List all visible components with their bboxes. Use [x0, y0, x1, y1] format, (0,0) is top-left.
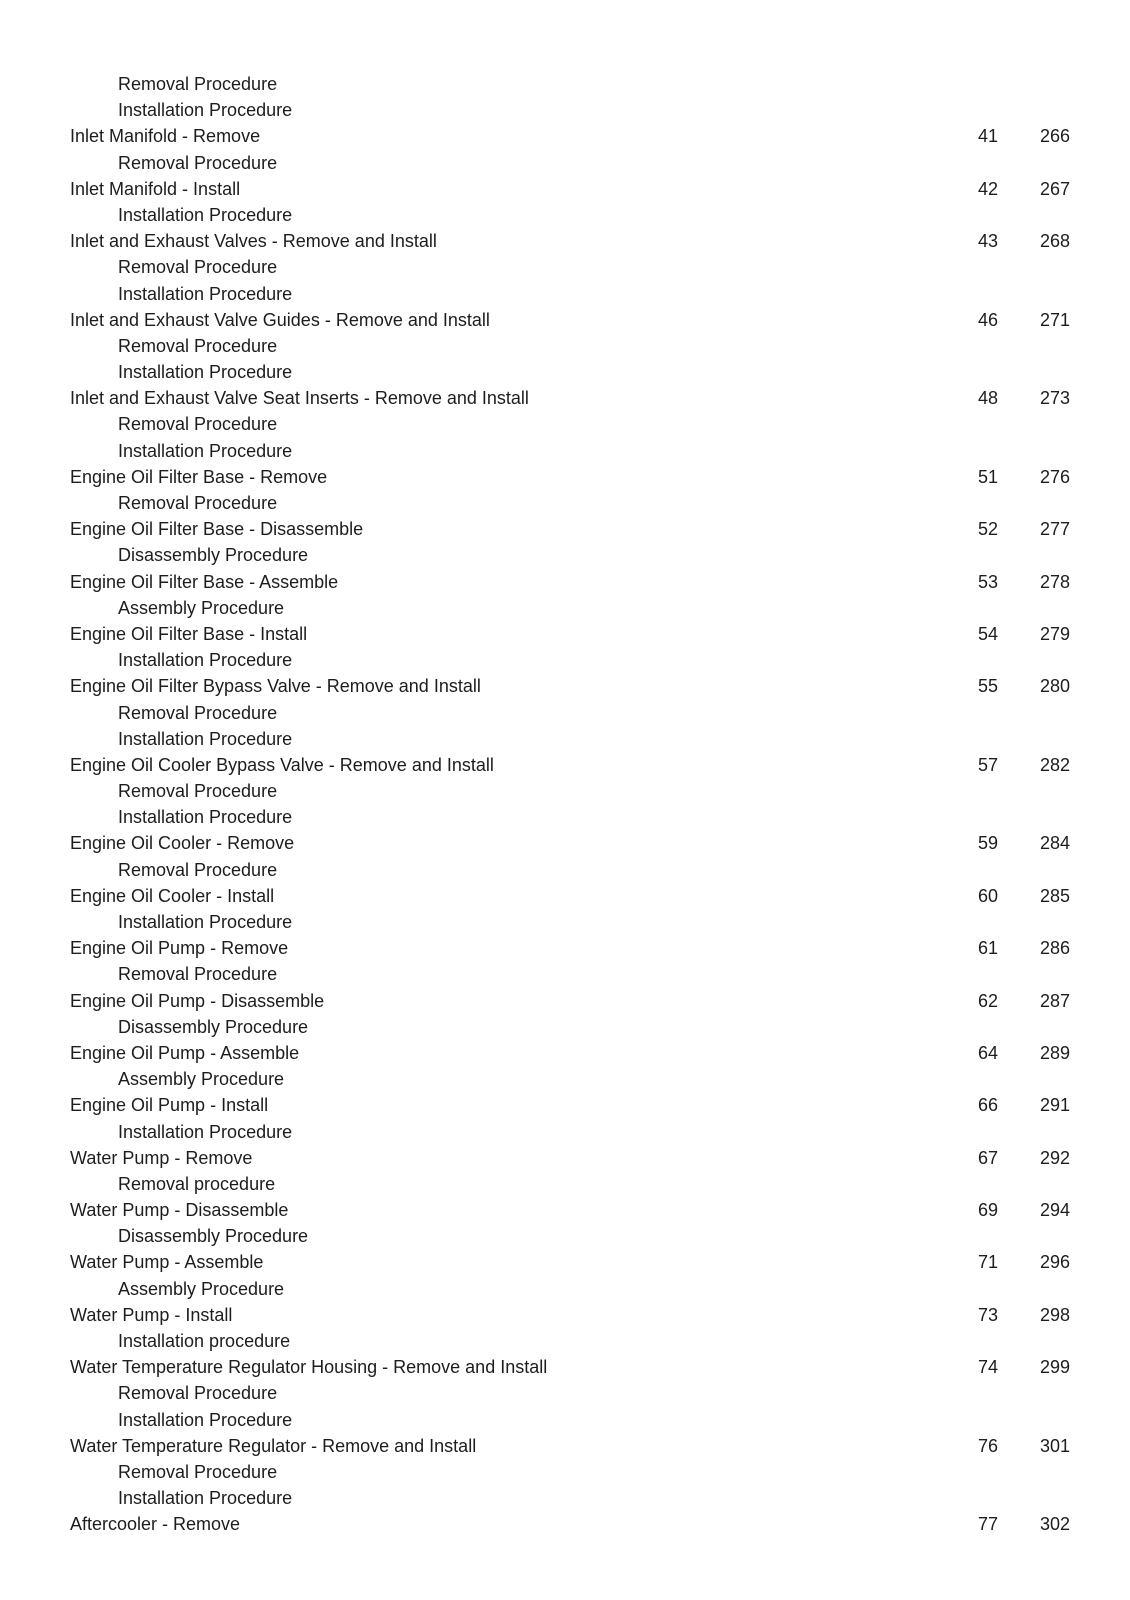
- toc-entry-section-number: [942, 1119, 998, 1145]
- toc-entry-page-number: 282: [998, 752, 1070, 1600]
- toc-row: [70, 228, 1070, 254]
- toc-entry-section-number: 46: [977, 309, 998, 330]
- toc-entry-section-number: 67: [977, 1147, 998, 1168]
- toc-entry-section-number: [942, 1276, 998, 1302]
- toc-entry-page-number: 291: [998, 1092, 1070, 1600]
- toc-entry-title: Assembly Procedure: [118, 1069, 285, 1090]
- toc-entry-title: Inlet and Exhaust Valve Seat Inserts - Remove and Install: [70, 388, 529, 409]
- toc-entry-section-number: [942, 202, 998, 228]
- toc-entry-section-number: 69: [977, 1200, 998, 1221]
- toc-entry-title: Installation Procedure: [118, 650, 293, 671]
- toc-entry-section-number: 57: [977, 754, 998, 775]
- toc-entry-title: Installation Procedure: [118, 807, 293, 828]
- toc-entry-section-number: 66: [977, 1095, 998, 1116]
- toc-entry-section-number: [942, 1328, 998, 1354]
- toc-entry-title: Installation Procedure: [118, 1409, 293, 1430]
- toc-entry-section-number: [942, 804, 998, 830]
- toc-entry-title: Installation procedure: [118, 1331, 291, 1351]
- toc-entry-title: Installation Procedure: [118, 100, 293, 121]
- toc-entry-title: Removal procedure: [118, 1173, 276, 1194]
- toc-entry-title: Removal Procedure: [118, 781, 278, 802]
- toc-row: [70, 307, 1070, 333]
- toc-entry-title: Water Pump - Disassemble: [70, 1200, 289, 1221]
- toc-row: [70, 542, 1070, 568]
- toc-row: [70, 1197, 1070, 1223]
- toc-entry-section-number: [942, 333, 998, 359]
- toc-entry-section-number: 64: [977, 1042, 998, 1063]
- toc-entry-title: Installation Procedure: [118, 912, 293, 932]
- toc-entry-section-number: [942, 1066, 998, 1092]
- toc-entry-section-number: [942, 542, 998, 568]
- toc-entry-section-number: [942, 1485, 998, 1511]
- toc-entry-title: Engine Oil Pump - Assemble: [70, 1042, 300, 1063]
- toc-entry-title: Engine Oil Filter Bypass Valve - Remove and Install: [70, 676, 481, 697]
- toc-entry-title: Engine Oil Filter Base - Install: [70, 623, 308, 644]
- toc-row: [70, 857, 1070, 883]
- toc-row: [70, 1433, 1070, 1459]
- toc-entry-section-number: 41: [977, 126, 998, 147]
- toc-entry-section-number: 62: [977, 990, 998, 1011]
- toc-entry-title: Installation Procedure: [118, 440, 293, 461]
- toc-entry-title: Removal Procedure: [118, 702, 278, 723]
- toc-entry-title: Installation Procedure: [118, 728, 293, 749]
- toc-entry-section-number: 73: [977, 1304, 998, 1325]
- toc-entry-section-number: [942, 647, 998, 673]
- toc-row: [70, 1249, 1070, 1275]
- toc-entry-page-number: 299: [998, 1354, 1070, 1600]
- toc-row: [70, 150, 1070, 176]
- toc-entry-title: Installation Procedure: [118, 283, 293, 304]
- toc-entry-section-number: 54: [977, 623, 998, 644]
- toc-row: [70, 281, 1070, 307]
- toc-row: [70, 595, 1070, 621]
- toc-entry-section-number: [942, 1171, 998, 1197]
- toc-entry-section-number: [942, 909, 998, 935]
- toc-row: [70, 1014, 1070, 1040]
- toc-entry-page-number: 276: [998, 464, 1070, 1600]
- toc-row: [70, 333, 1070, 359]
- toc-row: [70, 202, 1070, 228]
- toc-entry-title: Installation Procedure: [118, 362, 293, 383]
- toc-row: [70, 411, 1070, 437]
- toc-row: [70, 1171, 1070, 1197]
- toc-row: [70, 1276, 1070, 1302]
- toc-entry-section-number: [942, 1459, 998, 1485]
- toc-entry-page-number: 285: [998, 883, 1070, 1600]
- table-of-contents: [70, 71, 1070, 1538]
- toc-entry-section-number: 71: [977, 1252, 998, 1273]
- toc-entry-section-number: 42: [977, 178, 998, 199]
- toc-entry-title: Removal Procedure: [118, 1461, 278, 1482]
- toc-row: [70, 1459, 1070, 1485]
- toc-entry-page-number: 267: [998, 176, 1070, 1600]
- toc-entry-section-number: 60: [977, 885, 998, 906]
- toc-entry-title: Water Pump - Install: [70, 1304, 233, 1325]
- toc-entry-title: Installation Procedure: [118, 1488, 293, 1509]
- toc-entry-title: Inlet and Exhaust Valve Guides - Remove and Install: [70, 309, 490, 330]
- toc-entry-section-number: [942, 97, 998, 123]
- toc-row: [70, 700, 1070, 726]
- toc-entry-page-number: 271: [998, 307, 1070, 1600]
- toc-entry-title: Removal Procedure: [118, 1383, 278, 1404]
- toc-entry-section-number: [942, 254, 998, 280]
- toc-row: [70, 1066, 1070, 1092]
- toc-row: [70, 1145, 1070, 1171]
- toc-row: [70, 1407, 1070, 1433]
- toc-entry-section-number: 76: [977, 1435, 998, 1456]
- toc-row: [70, 516, 1070, 542]
- toc-entry-title: Assembly Procedure: [118, 597, 285, 618]
- toc-row: [70, 359, 1070, 385]
- toc-entry-section-number: 48: [977, 388, 998, 409]
- toc-entry-title: Inlet Manifold - Install: [70, 178, 241, 199]
- toc-entry-section-number: 51: [977, 466, 998, 487]
- toc-entry-title: Water Temperature Regulator Housing - Remove and Install: [70, 1357, 548, 1378]
- toc-row: [70, 1092, 1070, 1118]
- toc-entry-section-number: 77: [977, 1514, 998, 1535]
- toc-entry-section-number: [942, 726, 998, 752]
- toc-entry-section-number: [942, 857, 998, 883]
- toc-entry-title: Engine Oil Cooler - Remove: [70, 833, 295, 854]
- toc-entry-section-number: 61: [977, 938, 998, 959]
- toc-entry-page-number: 277: [998, 516, 1070, 1600]
- toc-row: [70, 909, 1070, 935]
- toc-entry-page-number: 286: [998, 935, 1070, 1600]
- toc-row: [70, 961, 1070, 987]
- toc-entry-section-number: [942, 438, 998, 464]
- toc-entry-section-number: [942, 1223, 998, 1249]
- toc-entry-section-number: [942, 1014, 998, 1040]
- toc-entry-section-number: 74: [977, 1357, 998, 1378]
- toc-entry-page-number: 266: [998, 123, 1070, 1600]
- toc-entry-title: Removal Procedure: [118, 152, 278, 173]
- toc-entry-title: Engine Oil Filter Base - Remove: [70, 466, 328, 487]
- toc-entry-section-number: 43: [977, 231, 998, 252]
- toc-entry-section-number: [942, 961, 998, 987]
- toc-entry-section-number: [942, 490, 998, 516]
- toc-entry-title: Removal Procedure: [118, 493, 278, 513]
- toc-row: [70, 123, 1070, 149]
- toc-entry-title: Engine Oil Filter Base - Assemble: [70, 571, 339, 592]
- toc-entry-title: Engine Oil Pump - Remove: [70, 938, 289, 959]
- toc-row: [70, 490, 1070, 516]
- toc-entry-title: Removal Procedure: [118, 257, 278, 278]
- toc-row: [70, 778, 1070, 804]
- toc-entry-title: Removal Procedure: [118, 335, 278, 356]
- toc-row: [70, 647, 1070, 673]
- toc-entry-section-number: [942, 411, 998, 437]
- toc-entry-page-number: 284: [998, 830, 1070, 1600]
- toc-entry-section-number: [942, 1380, 998, 1406]
- toc-entry-section-number: [942, 281, 998, 307]
- toc-entry-title: Disassembly Procedure: [118, 1016, 309, 1037]
- toc-row: [70, 71, 1070, 97]
- toc-row: [70, 726, 1070, 752]
- toc-entry-title: Installation Procedure: [118, 1121, 293, 1142]
- toc-entry-section-number: 52: [977, 519, 998, 540]
- toc-entry-section-number: 53: [977, 571, 998, 592]
- toc-row: [70, 1354, 1070, 1380]
- toc-entry-page-number: 302: [998, 1511, 1070, 1600]
- toc-entry-page-number: 278: [998, 569, 1070, 1600]
- toc-entry-page-number: 273: [998, 385, 1070, 1600]
- toc-entry-title: Aftercooler - Remove: [70, 1514, 241, 1535]
- toc-entry-title: Removal Procedure: [118, 74, 278, 94]
- toc-row: [70, 1119, 1070, 1145]
- toc-row: [70, 988, 1070, 1014]
- toc-row: [70, 464, 1070, 490]
- toc-entry-title: Assembly Procedure: [118, 1278, 285, 1299]
- toc-row: [70, 1223, 1070, 1249]
- toc-entry-page-number: 294: [998, 1197, 1070, 1600]
- toc-row: [70, 830, 1070, 856]
- toc-entry-title: Engine Oil Cooler Bypass Valve - Remove and Install: [70, 754, 494, 775]
- toc-entry-title: Removal Procedure: [118, 964, 278, 985]
- toc-entry-section-number: [942, 150, 998, 176]
- toc-row: [70, 935, 1070, 961]
- toc-entry-page-number: 280: [998, 673, 1070, 1600]
- toc-entry-page-number: 298: [998, 1302, 1070, 1600]
- toc-row: [70, 1485, 1070, 1511]
- toc-row: [70, 673, 1070, 699]
- toc-entry-title: Engine Oil Pump - Disassemble: [70, 990, 325, 1011]
- toc-entry-page-number: 301: [998, 1433, 1070, 1600]
- toc-row: [70, 621, 1070, 647]
- toc-entry-section-number: 59: [977, 833, 998, 854]
- toc-entry-title: Inlet and Exhaust Valves - Remove and Install: [70, 231, 437, 252]
- toc-row: [70, 97, 1070, 123]
- toc-row: [70, 1511, 1070, 1537]
- toc-entry-page-number: 279: [998, 621, 1070, 1600]
- toc-entry-section-number: [942, 778, 998, 804]
- toc-entry-title: Engine Oil Pump - Install: [70, 1095, 269, 1116]
- toc-entry-title: Installation Procedure: [118, 204, 293, 225]
- toc-row: [70, 569, 1070, 595]
- toc-entry-section-number: [942, 71, 998, 97]
- toc-entry-page-number: 287: [998, 988, 1070, 1600]
- toc-entry-title: Removal Procedure: [118, 859, 278, 880]
- toc-row: [70, 1380, 1070, 1406]
- toc-entry-title: Water Temperature Regulator - Remove and Install: [70, 1435, 477, 1456]
- toc-row: [70, 752, 1070, 778]
- toc-entry-section-number: [942, 700, 998, 726]
- toc-row: [70, 1302, 1070, 1328]
- toc-row: [70, 254, 1070, 280]
- toc-row: [70, 1040, 1070, 1066]
- toc-entry-section-number: [942, 359, 998, 385]
- toc-entry-section-number: [942, 1407, 998, 1433]
- toc-entry-page-number: 296: [998, 1249, 1070, 1600]
- toc-row: [70, 804, 1070, 830]
- toc-entry-title: Engine Oil Filter Base - Disassemble: [70, 519, 364, 540]
- toc-entry-title: Water Pump - Assemble: [70, 1252, 264, 1273]
- toc-entry-page-number: 292: [998, 1145, 1070, 1600]
- toc-entry-section-number: 55: [977, 676, 998, 697]
- toc-entry-page-number: 268: [998, 228, 1070, 1600]
- toc-entry-title: Removal Procedure: [118, 414, 278, 435]
- toc-row: [70, 385, 1070, 411]
- toc-entry-section-number: [942, 595, 998, 621]
- toc-entry-title: Disassembly Procedure: [118, 545, 309, 566]
- toc-entry-page-number: 289: [998, 1040, 1070, 1600]
- toc-entry-title: Engine Oil Cooler - Install: [70, 885, 275, 906]
- toc-entry-title: Inlet Manifold - Remove: [70, 126, 261, 147]
- toc-entry-title: Water Pump - Remove: [70, 1147, 253, 1168]
- toc-row: [70, 1328, 1070, 1354]
- toc-row: [70, 883, 1070, 909]
- toc-row: [70, 176, 1070, 202]
- toc-entry-title: Disassembly Procedure: [118, 1226, 309, 1247]
- toc-row: [70, 438, 1070, 464]
